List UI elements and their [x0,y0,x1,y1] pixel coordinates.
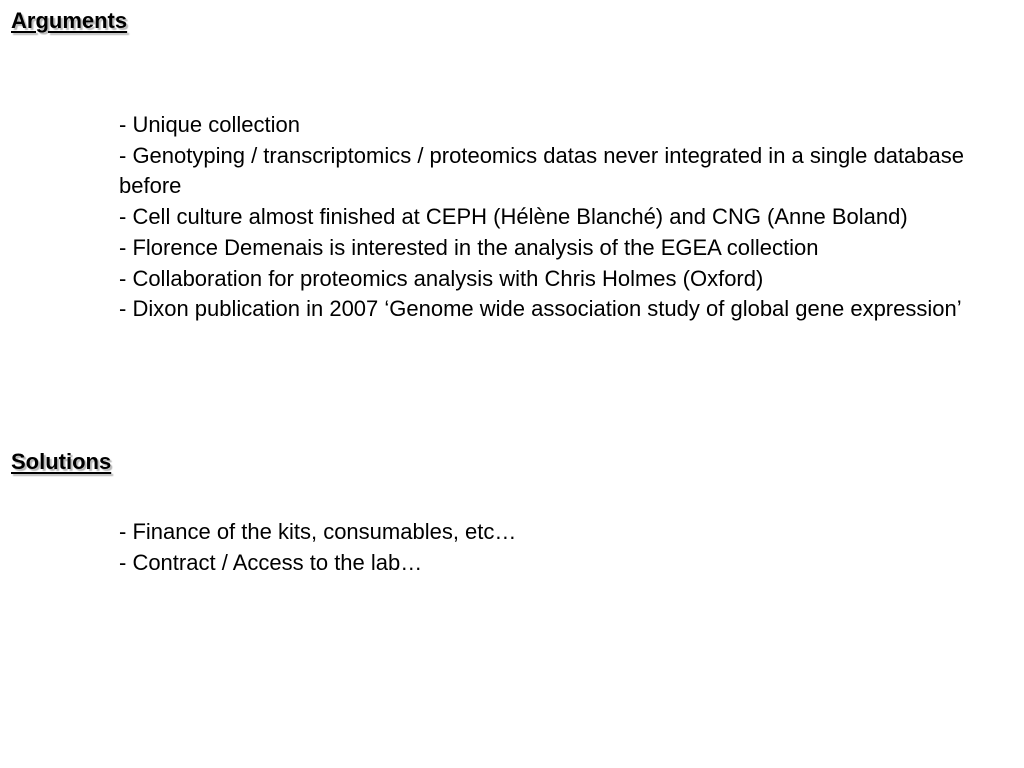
arguments-heading: Arguments [11,8,128,33]
argument-item: - Collaboration for proteomics analysis with Chris Holmes (Oxford) [119,265,764,291]
solution-item: - Contract / Access to the lab… [119,549,423,575]
argument-item: - Cell culture almost finished at CEPH (Hélène Blanché) and CNG (Anne Boland) [119,204,908,230]
solutions-heading: Solutions [11,449,112,474]
solutions-list [119,517,979,578]
argument-item: - Genotyping / transcriptomics / proteomics datas never integrated in a single database before [119,142,965,199]
argument-item: - Florence Demenais is interested in the analysis of the EGEA collection [119,234,819,260]
solution-item: - Finance of the kits, consumables, etc… [119,519,517,544]
argument-item: - Unique collection [119,112,300,137]
argument-item: - Dixon publication in 2007 ‘Genome wide association study of global gene expression’ [119,296,962,322]
arguments-list [119,110,979,325]
